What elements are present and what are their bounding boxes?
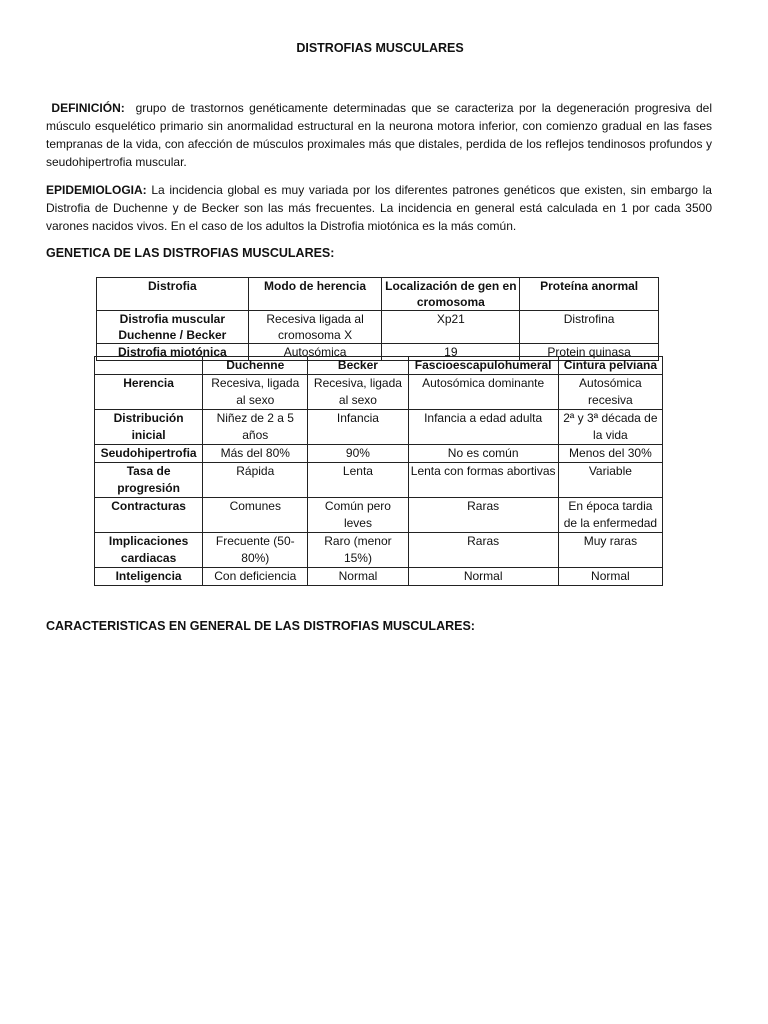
table-row-label: Distribución inicial (95, 410, 203, 445)
table-row-label: Herencia (95, 375, 203, 410)
table-row (95, 463, 663, 498)
table-cell: Lenta con formas abortivas (408, 463, 558, 498)
table-cell: Comunes (203, 498, 308, 533)
table-cell: Normal (558, 568, 662, 586)
epidemiology-label: EPIDEMIOLOGIA: (46, 183, 147, 197)
characteristics-heading: CARACTERISTICAS EN GENERAL DE LAS DISTROFIAS MUSCULARES: (46, 619, 475, 633)
definition-label: DEFINICIÓN: (51, 101, 125, 115)
table-row-label: Distrofia miotónica (97, 344, 249, 361)
table-cell: Raras (408, 533, 558, 568)
table-cell: 90% (308, 445, 408, 463)
table-cell: Autosómica (248, 344, 382, 361)
table-cell: Con deficiencia (203, 568, 308, 586)
table-row-label: Contracturas (95, 498, 203, 533)
table-cell: 19 (382, 344, 520, 361)
table-row (95, 375, 663, 410)
table-cell: Niñez de 2 a 5 años (203, 410, 308, 445)
table-cell: Lenta (308, 463, 408, 498)
definition-paragraph (46, 99, 712, 171)
table-cell: Protein quinasa (520, 344, 659, 361)
table-row (95, 410, 663, 445)
table-header-cell: Fascioescapulohumeral (408, 357, 558, 375)
table-row (95, 498, 663, 533)
table-cell: Recesiva, ligada al sexo (203, 375, 308, 410)
table-cell: Recesiva, ligada al sexo (308, 375, 408, 410)
table-row (95, 533, 663, 568)
table-cell: Infancia a edad adulta (408, 410, 558, 445)
table-cell: Autosómica dominante (408, 375, 558, 410)
table-header-cell: Duchenne (203, 357, 308, 375)
table-row-label: Seudohipertrofia (95, 445, 203, 463)
table-cell: Frecuente (50-80%) (203, 533, 308, 568)
table-row-label: Inteligencia (95, 568, 203, 586)
table-header-cell: Proteína anormal (520, 278, 659, 311)
table-cell: Infancia (308, 410, 408, 445)
table-cell: Raras (408, 498, 558, 533)
table-header-row (97, 278, 659, 311)
table-cell: Rápida (203, 463, 308, 498)
table-cell: Xp21 (382, 311, 520, 344)
table-row (95, 445, 663, 463)
table-cell: No es común (408, 445, 558, 463)
table-header-cell (95, 357, 203, 375)
table-header-row (95, 357, 663, 375)
epidemiology-text: La incidencia global es muy variada por los diferentes patrones genéticos que existen, sin embargo la Distrofia de Duchenne y de Becker son las más frecuentes. La incidencia en general está calculada en 1 por cada 3500 varones nacidos vivos. En el caso de los adultos la Distrofia miotónica es la más común. (46, 183, 712, 233)
table-cell: Autosómica recesiva (558, 375, 662, 410)
genetics-table (96, 277, 659, 361)
document-title: DISTROFIAS MUSCULARES (296, 41, 464, 55)
definition-text: grupo de trastornos genéticamente determinadas que se caracteriza por la degeneración progresiva del músculo esquelético primario sin anormalidad estructural en la neurona motora inferior, con comienzo gradual en las fases tempranas de la vida, con afección de músculos proximales más que distales, perdida de los reflejos tendinosos profundos y seudohipertrofia muscular. (46, 101, 713, 169)
table-header-cell: Localización de gen en cromosoma (382, 278, 520, 311)
table-row-label: Tasa de progresión (95, 463, 203, 498)
table-cell: Muy raras (558, 533, 662, 568)
table-header-cell: Modo de herencia (248, 278, 382, 311)
table-cell: 2ª y 3ª década de la vida (558, 410, 662, 445)
table-cell: En época tardia de la enfermedad (558, 498, 662, 533)
table-cell: Menos del 30% (558, 445, 662, 463)
table-cell: Recesiva ligada al cromosoma X (248, 311, 382, 344)
table-cell: Raro (menor 15%) (308, 533, 408, 568)
genetics-heading: GENETICA DE LAS DISTROFIAS MUSCULARES: (46, 246, 335, 260)
table-row-label: Implicaciones cardiacas (95, 533, 203, 568)
table-cell: Más del 80% (203, 445, 308, 463)
table-cell: Normal (308, 568, 408, 586)
comparison-table (94, 356, 663, 586)
table-header-cell: Cintura pelviana (558, 357, 662, 375)
epidemiology-paragraph (46, 181, 712, 235)
table-cell: Variable (558, 463, 662, 498)
table-header-cell: Distrofia (97, 278, 249, 311)
table-cell: Distrofina (520, 311, 659, 344)
table-row-label: Distrofia muscular Duchenne / Becker (97, 311, 249, 344)
table-header-cell: Becker (308, 357, 408, 375)
table-cell: Común pero leves (308, 498, 408, 533)
table-row (95, 568, 663, 586)
table-cell: Normal (408, 568, 558, 586)
table-row (97, 311, 659, 344)
